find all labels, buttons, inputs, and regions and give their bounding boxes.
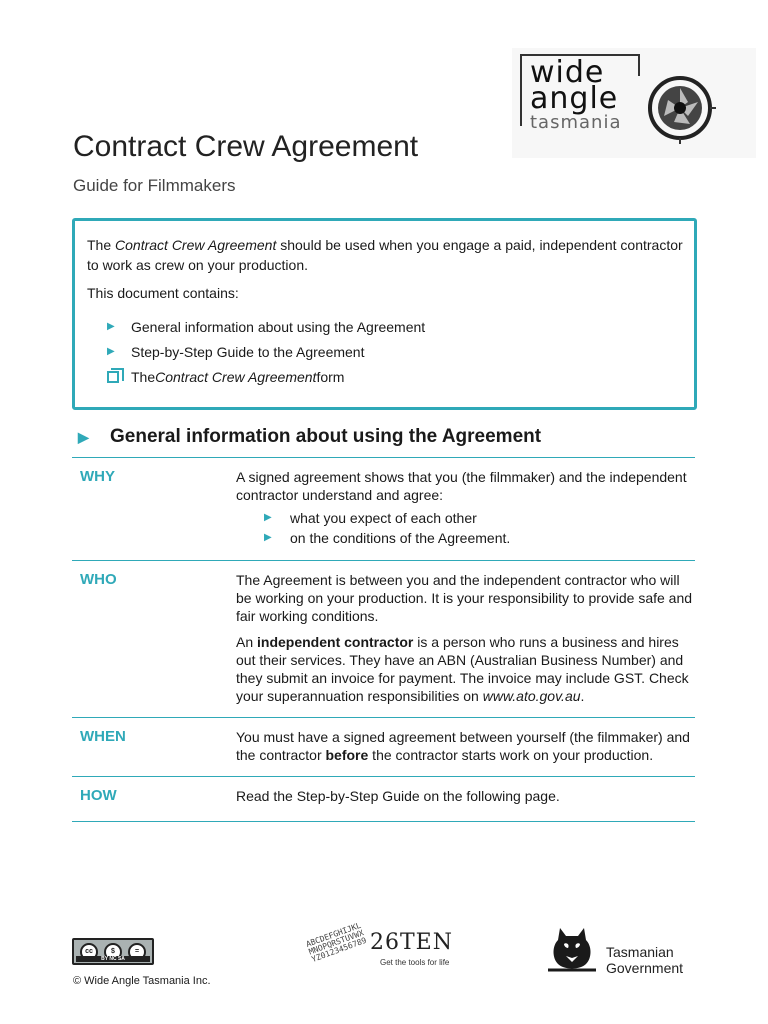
row-content xyxy=(236,458,696,560)
alphabet-glyphs-icon: ABCDEFGHIJKLMNOPQRSTUVWXYZ0123456789 xyxy=(304,920,368,964)
row-text xyxy=(236,633,696,705)
row-text-bold: independent contractor xyxy=(257,634,414,650)
row-text-bold: before xyxy=(325,747,369,763)
contents-item-form xyxy=(107,367,682,387)
government-name xyxy=(606,944,683,976)
government-name-line2: Government xyxy=(606,960,684,976)
row-label: WHEN xyxy=(80,728,126,745)
row-label: WHO xyxy=(80,571,117,588)
row-content xyxy=(236,561,696,717)
contents-item-general-info xyxy=(107,317,682,337)
logo-word-tasmania: tasmania xyxy=(530,112,622,133)
table-row-why xyxy=(72,457,695,560)
row-text-part: is a person who runs a business and hires out their services. They have an ABN (Australian Business Number) and they submit an invoice for payment. The invoice may include GST. Check your superannuation responsibilities on xyxy=(236,634,689,704)
form-box-icon xyxy=(107,371,119,383)
contents-item-label: form xyxy=(316,369,345,385)
page-subtitle: Guide for Filmmakers xyxy=(73,176,236,195)
logo-word-wide: wide xyxy=(530,55,605,90)
camera-aperture-icon xyxy=(644,72,716,144)
contents-list xyxy=(107,317,682,387)
26ten-tagline: Get the tools for life xyxy=(380,958,450,967)
row-text: Read the Step-by-Step Guide on the following page. xyxy=(236,788,560,804)
list-item-text: what you expect of each other xyxy=(290,510,477,526)
intro-text-agreement-name: Contract Crew Agreement xyxy=(115,237,277,253)
contents-item-label: General information about using the Agreement xyxy=(131,319,426,335)
contents-item-label-italic: Contract Crew Agreement xyxy=(155,369,317,385)
section-heading xyxy=(78,426,541,448)
table-bottom-rule xyxy=(72,821,695,822)
row-text-part: You must have a signed agreement between yourself (the filmmaker) and the contractor xyxy=(236,729,690,763)
list-item xyxy=(264,508,696,528)
table-row-how xyxy=(72,776,695,821)
copyright-notice: © Wide Angle Tasmania Inc. xyxy=(73,975,211,987)
tasmanian-government-logo xyxy=(546,924,698,976)
row-text-part: the contractor starts work on your production. xyxy=(368,747,654,763)
noncommercial-icon: $ xyxy=(104,943,122,961)
triangle-bullet-icon: ▶ xyxy=(264,532,272,543)
tasmanian-devil-icon xyxy=(546,924,598,974)
row-text: A signed agreement shows that you (the filmmaker) and the independent contractor understand and agree: xyxy=(236,469,687,503)
logo-word-angle: angle xyxy=(530,81,619,116)
row-content xyxy=(236,718,696,776)
table-row-who xyxy=(72,560,695,717)
26ten-logo xyxy=(304,920,462,980)
triangle-bullet-icon: ▶ xyxy=(107,346,115,357)
intro-paragraph xyxy=(87,235,687,275)
contents-item-label: Step-by-Step Guide to the Agreement xyxy=(131,344,365,360)
row-text: The Agreement is between you and the independent contractor who will be working on your production. It is your responsibility to provide safe and fair working conditions. xyxy=(236,572,693,624)
triangle-bullet-icon: ▶ xyxy=(264,512,272,523)
list-item xyxy=(264,528,696,548)
row-text-part: An xyxy=(236,634,258,650)
list-item-text: on the conditions of the Agreement. xyxy=(290,530,511,546)
why-bullet-list xyxy=(264,508,696,548)
page-title: Contract Crew Agreement xyxy=(73,130,419,163)
row-label: WHY xyxy=(80,468,115,485)
logo-frame-edge xyxy=(638,54,640,76)
government-name-line1: Tasmanian xyxy=(606,944,674,960)
row-label: HOW xyxy=(80,787,117,804)
section-heading-text: General information about using the Agreement xyxy=(110,426,542,447)
ato-website-link[interactable]: www.ato.gov.au xyxy=(482,688,581,704)
contents-item-step-guide xyxy=(107,342,682,362)
wide-angle-tasmania-logo xyxy=(512,48,756,158)
cc-license-strip: BY NC SA xyxy=(76,956,150,962)
creative-commons-badge xyxy=(72,938,154,965)
intro-text-suffix: should be used when you engage a paid, independent contractor to work as crew on your production. xyxy=(87,237,683,273)
share-alike-icon: = xyxy=(128,943,146,961)
26ten-title: 26TEN xyxy=(370,930,453,955)
triangle-bullet-icon: ▶ xyxy=(78,428,89,445)
table-row-when xyxy=(72,717,695,776)
row-text xyxy=(236,728,696,764)
cc-icon: cc xyxy=(80,943,98,961)
row-text-part: . xyxy=(580,688,585,704)
intro-text-prefix: The xyxy=(87,237,116,253)
triangle-bullet-icon: ▶ xyxy=(107,321,115,332)
info-table xyxy=(72,457,695,822)
contents-item-label: The xyxy=(131,369,156,385)
row-content xyxy=(236,777,696,821)
intro-contains-label: This document contains: xyxy=(87,285,239,301)
intro-box xyxy=(72,218,697,410)
